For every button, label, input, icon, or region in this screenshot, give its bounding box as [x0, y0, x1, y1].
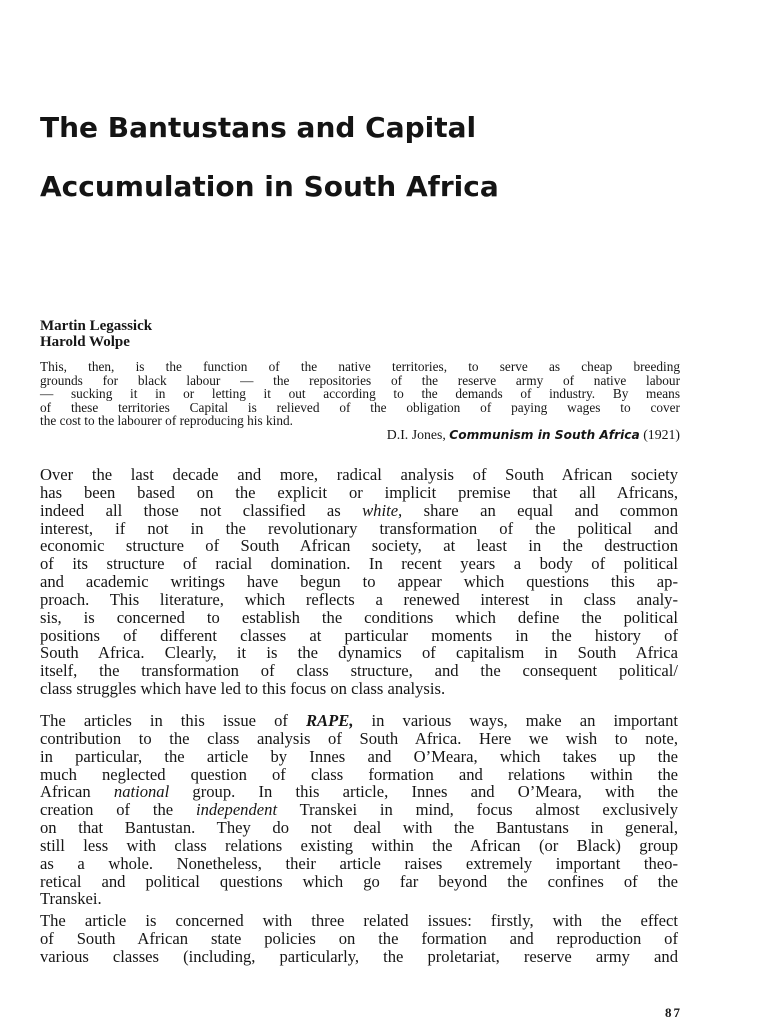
text-line: itself, the transformation of class structure, and the consequent political/ [40, 661, 678, 681]
text-line: Transkei. [40, 889, 102, 909]
text-run: share an equal and common [423, 500, 678, 520]
article-title-line-1: The Bantustans and Capital [40, 111, 477, 144]
text-line: economic structure of South African society, at least in the destruction [40, 536, 678, 556]
text-line: much neglected question of class formation and relations within the [40, 764, 678, 784]
attribution-work: Communism in South Africa [449, 427, 640, 442]
epigraph-line: grounds for black labour — the repositories of the reserve army of native labour [40, 372, 680, 388]
text-line: interest, if not in the revolutionary transformation of the political and [40, 518, 678, 538]
epigraph-line: of these territories Capital is relieved of the obligation of paying wages to cover [40, 399, 680, 415]
text-run: creation of the [40, 800, 174, 820]
text-line: The article is concerned with three related issues: firstly, with the effect [40, 911, 678, 930]
text-line: South Africa. Clearly, it is the dynamics of capitalism in South Africa [40, 643, 678, 663]
text-line [40, 712, 678, 730]
body-paragraph-1 [40, 466, 678, 698]
text-line: and academic writings have begun to appear which questions this ap- [40, 572, 678, 592]
text-run: indeed all those not classified as [40, 500, 341, 520]
text-line [40, 502, 678, 520]
epigraph-line: — sucking it in or letting it out according to the demands of industry. By means [40, 386, 680, 402]
attribution-year: (1921) [643, 426, 680, 442]
author-name: Martin Legassick [40, 318, 153, 334]
text-line: contribution to the class analysis of South Africa. Here we wish to note, [40, 728, 678, 748]
text-line: on that Bantustan. They do not deal with the Bantustans in general, [40, 818, 678, 838]
epigraph-line: the cost to the labourer of reproducing his kind. [40, 413, 293, 429]
emphasis-national: national [113, 782, 170, 802]
text-line: still less with class relations existing within the African (or Black) group [40, 835, 678, 855]
text-line: positions of different classes at particular moments in the history of [40, 625, 678, 645]
article-title-line-2: Accumulation in South Africa [40, 170, 499, 203]
text-line: proach. This literature, which reflects a renewed interest in class analy- [40, 589, 678, 609]
journal-name-rape: RAPE, [305, 711, 354, 730]
page-number: 87 [665, 1005, 682, 1020]
text-line: various classes (including, particularly, the proletariat, reserve army and [40, 946, 678, 966]
attribution-author: D.I. Jones, [386, 426, 446, 442]
text-run: African [40, 782, 91, 802]
epigraph-attribution [40, 428, 680, 442]
text-line: in particular, the article by Innes and O’Meara, which takes up the [40, 746, 678, 766]
author-name: Harold Wolpe [40, 334, 130, 350]
emphasis-independent: independent [195, 800, 278, 820]
body-paragraph-2 [40, 712, 678, 908]
text-line: class struggles which have led to this focus on class analysis. [40, 679, 446, 699]
text-run: Transkei in mind, focus almost exclusively [299, 800, 678, 820]
text-line: has been based on the explicit or implicit premise that all Africans, [40, 482, 678, 502]
text-line: of its structure of racial domination. In recent years a body of political [40, 554, 678, 574]
emphasis-white: white, [362, 500, 403, 520]
body-paragraph-3 [40, 912, 678, 966]
text-line [40, 801, 678, 819]
epigraph-line: This, then, is the function of the native territories, to serve as cheap breeding [40, 359, 680, 374]
text-line [40, 783, 678, 801]
text-run: The articles in this issue of [40, 711, 288, 730]
text-run: group. In this article, Innes and O’Meara, with the [192, 782, 678, 802]
epigraph-quote [40, 360, 680, 442]
text-line: retical and political questions which go far beyond the confines of the [40, 871, 678, 891]
text-line: sis, is concerned to establish the conditions which define the political [40, 607, 678, 627]
text-line: Over the last decade and more, radical analysis of South African society [40, 465, 678, 484]
text-line: of South African state policies on the formation and reproduction of [40, 928, 678, 948]
text-line: as a whole. Nonetheless, their article raises extremely important theo- [40, 853, 678, 873]
text-run: in various ways, make an important [371, 711, 678, 730]
